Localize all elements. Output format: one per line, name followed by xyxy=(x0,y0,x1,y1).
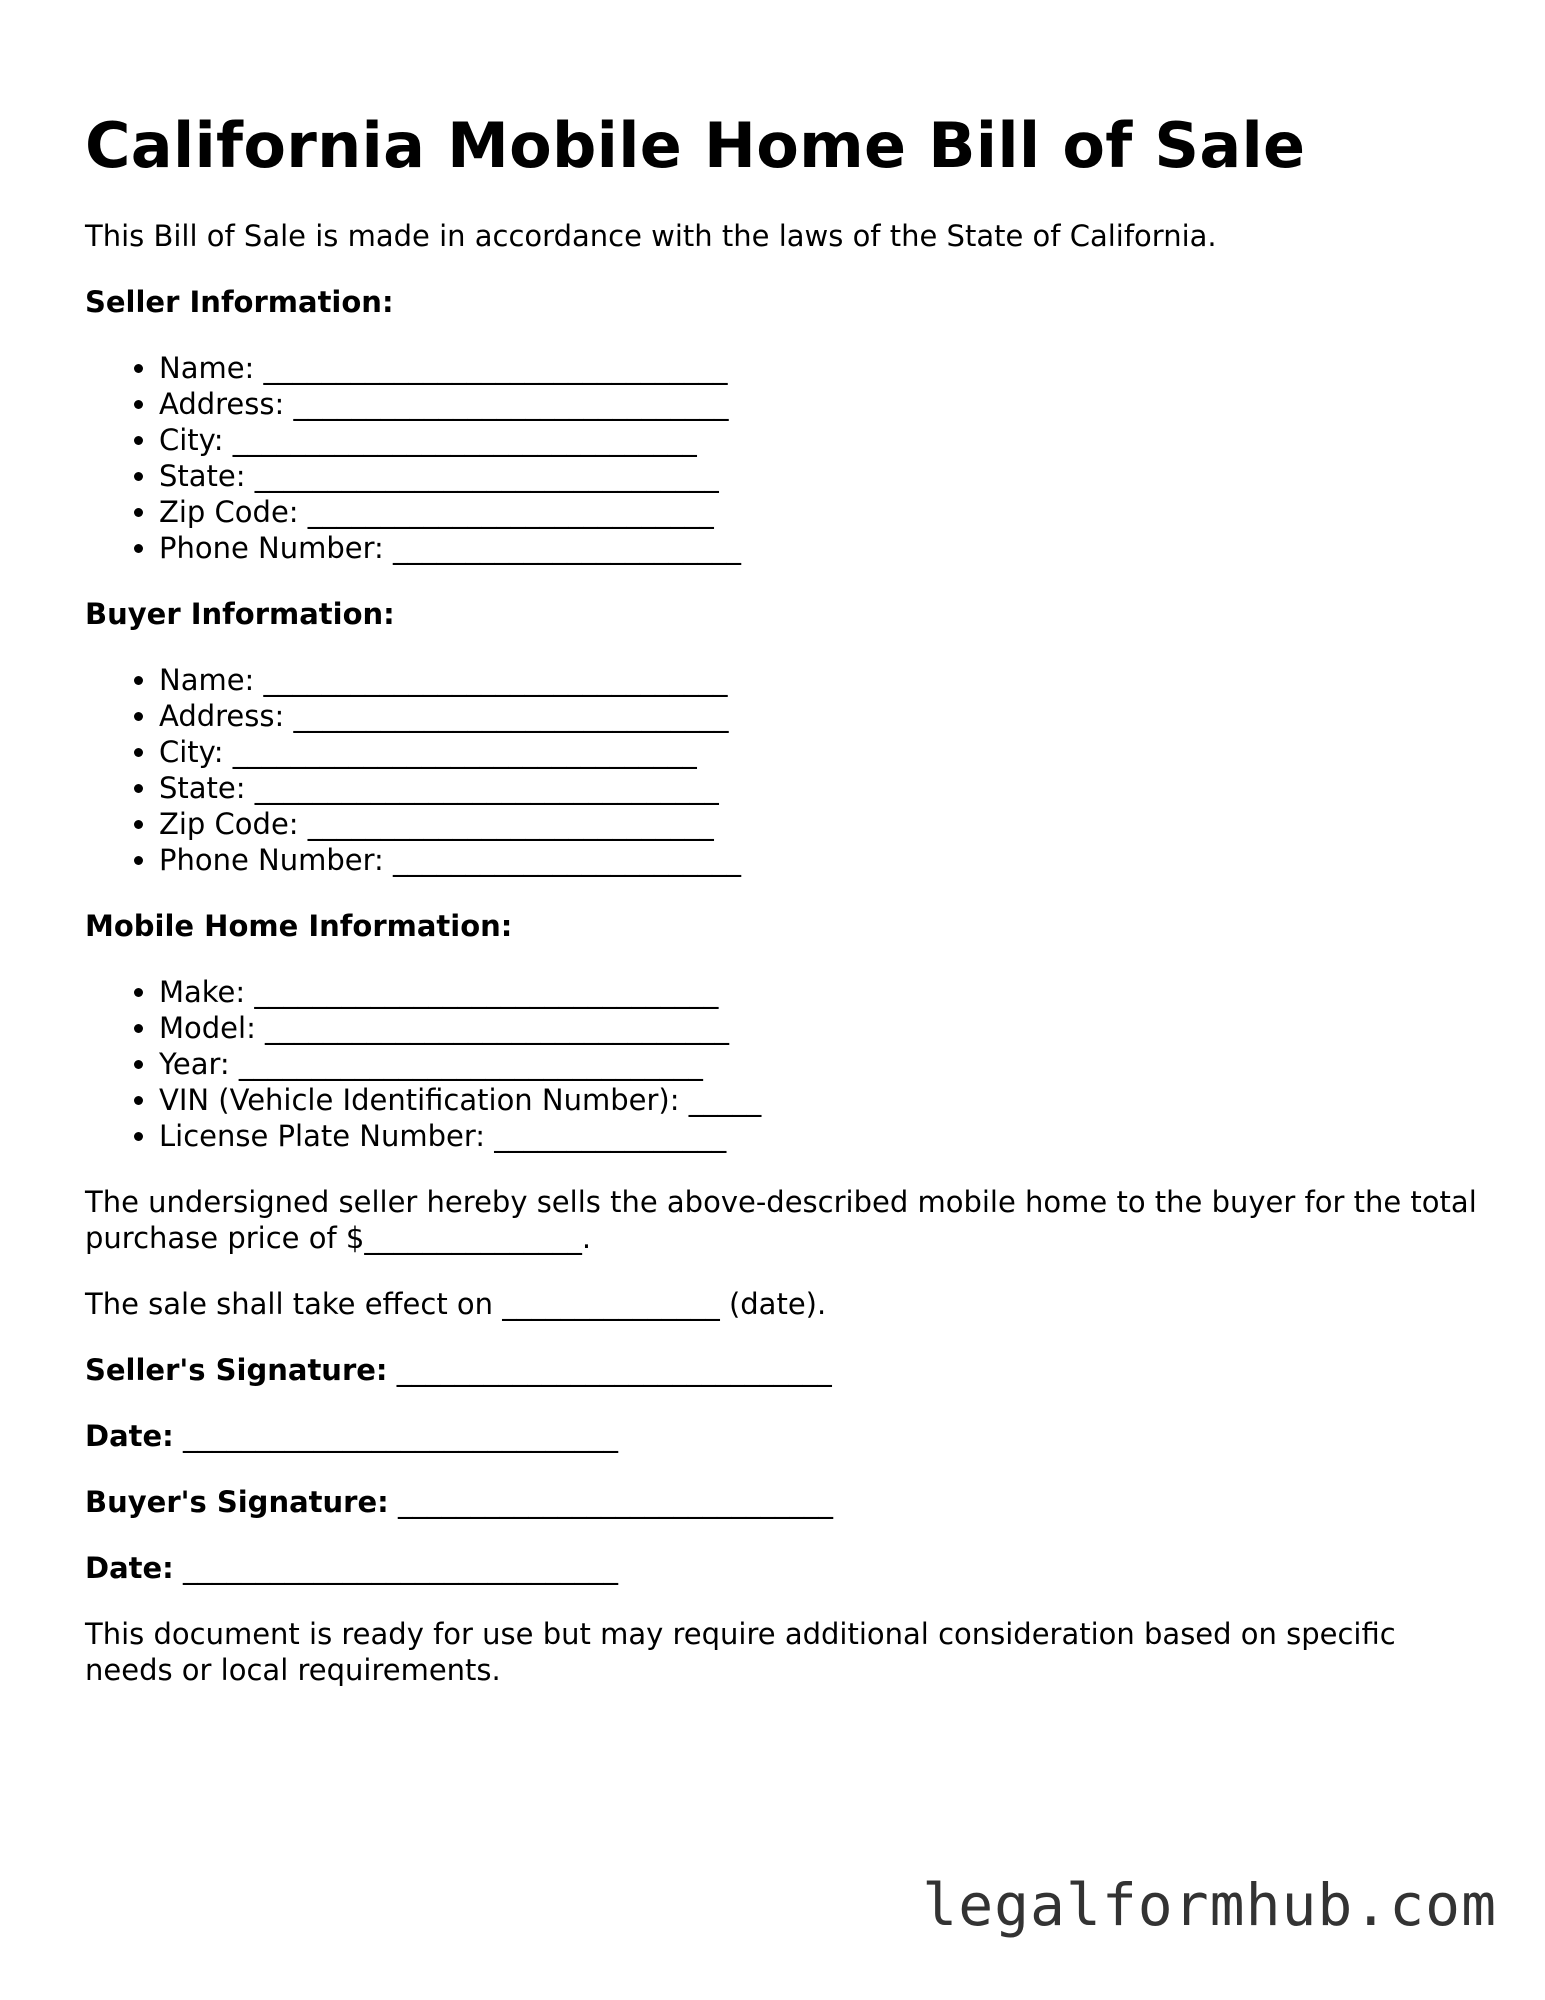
seller-heading: Seller Information: xyxy=(85,285,394,319)
seller-state-field: • State: ________________________________ xyxy=(159,458,1485,494)
closing-paragraph: This document is ready for use but may require additional consideration based on specific needs or local requirements. xyxy=(85,1617,1396,1687)
sale-paragraph: The undersigned seller hereby sells the above-described mobile home to the buyer for the total purchase price of $_______________. xyxy=(85,1185,1477,1255)
seller-signature-label: Seller's Signature: xyxy=(85,1353,388,1387)
buyer-heading: Buyer Information: xyxy=(85,597,395,631)
buyer-signature-line xyxy=(85,1484,1485,1520)
buyer-signature-label: Buyer's Signature: xyxy=(85,1485,389,1519)
document-page xyxy=(85,108,1485,1688)
seller-zip-field: • Zip Code: ____________________________ xyxy=(159,494,1485,530)
buyer-date-blank: ______________________________ xyxy=(173,1551,618,1585)
seller-date-blank: ______________________________ xyxy=(173,1419,618,1453)
year-field: • Year: ________________________________ xyxy=(159,1046,1485,1082)
buyer-city-field: • City: ________________________________ xyxy=(159,734,1485,770)
license-plate-field: • License Plate Number: ________________ xyxy=(159,1118,1485,1154)
make-field: • Make: ________________________________ xyxy=(159,974,1485,1010)
buyer-signature-blank: ______________________________ xyxy=(388,1485,833,1519)
site-watermark: legalformhub.com xyxy=(922,1871,1497,1939)
buyer-fields-list xyxy=(85,662,1485,878)
seller-signature-blank: ______________________________ xyxy=(387,1353,832,1387)
seller-city-field: • City: ________________________________ xyxy=(159,422,1485,458)
buyer-phone-field: • Phone Number: ________________________ xyxy=(159,842,1485,878)
buyer-name-field: • Name: ________________________________ xyxy=(159,662,1485,698)
document-title: California Mobile Home Bill of Sale xyxy=(85,109,1306,182)
effective-date-paragraph: The sale shall take effect on _______________ (date). xyxy=(85,1287,827,1321)
seller-signature-line xyxy=(85,1352,1485,1388)
vin-field: • VIN (Vehicle Identification Number): _____ xyxy=(159,1082,1485,1118)
intro-paragraph: This Bill of Sale is made in accordance with the laws of the State of California. xyxy=(85,219,1217,253)
seller-date-line xyxy=(85,1418,1485,1454)
buyer-date-line xyxy=(85,1550,1485,1586)
mobile-home-fields-list xyxy=(85,974,1485,1154)
buyer-state-field: • State: ________________________________ xyxy=(159,770,1485,806)
buyer-date-label: Date: xyxy=(85,1551,174,1585)
buyer-zip-field: • Zip Code: ____________________________ xyxy=(159,806,1485,842)
seller-date-label: Date: xyxy=(85,1419,174,1453)
buyer-address-field: • Address: ______________________________ xyxy=(159,698,1485,734)
seller-name-field: • Name: ________________________________ xyxy=(159,350,1485,386)
seller-phone-field: • Phone Number: ________________________ xyxy=(159,530,1485,566)
seller-fields-list xyxy=(85,350,1485,566)
seller-address-field: • Address: ______________________________ xyxy=(159,386,1485,422)
model-field: • Model: ________________________________ xyxy=(159,1010,1485,1046)
mobile-home-heading: Mobile Home Information: xyxy=(85,909,513,943)
